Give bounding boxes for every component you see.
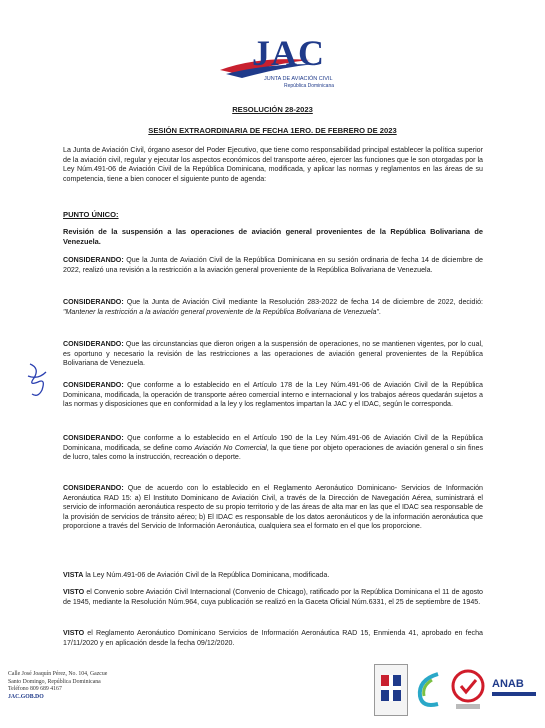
shield-icon xyxy=(375,665,407,715)
vista-1 xyxy=(63,571,483,581)
logo-text: JAC xyxy=(252,33,325,73)
considerando-text: Que conforme a lo establecido en el Artículo 178 de la Ley Núm.491-06 de Aviación Civil de la República Dominicana, modificada, la operación de transporte aéreo comercial interno e internacional y los trabajos aéreos quedarán sujetos a las normas y disposiciones que en conformidad a la ley y los reglamentos impartan la JAC y el IDAC, según le corresponda. xyxy=(63,381,483,409)
considerando-3 xyxy=(63,340,483,369)
considerando-tail: , la que tiene por objeto operaciones de aviación general o sin fines de lucro, tales como la instrucción, recreación o deporte. xyxy=(63,443,484,462)
considerando-quote: "Mantener la restricción a la aviación general proveniente de la República Bolivariana de Venezuela" xyxy=(63,307,379,316)
considerando-lead: CONSIDERANDO: xyxy=(63,484,124,492)
footer-address xyxy=(8,671,107,701)
coat-of-arms-seal xyxy=(374,664,408,716)
considerando-lead: CONSIDERANDO: xyxy=(63,298,124,306)
considerando-lead: CONSIDERANDO: xyxy=(63,256,124,264)
considerando-1 xyxy=(63,256,483,275)
punto-unico-heading: PUNTO ÚNICO: xyxy=(63,210,119,219)
handwritten-initials xyxy=(24,360,50,400)
logo-line2: República Dominicana xyxy=(284,83,335,89)
footer-line2: Santo Domingo, República Dominicana xyxy=(8,678,101,685)
logo-line1: JUNTA DE AVIACIÓN CIVIL xyxy=(264,76,333,82)
considerando-italic-term: Aviación No Comercial xyxy=(194,443,267,452)
considerando-text: Que la Junta de Aviación Civil mediante la Resolución 283-2022 de fecha 14 de diciembre de 2022, decidió: xyxy=(123,298,483,306)
wave-seal-icon xyxy=(412,666,442,712)
considerando-text: Que la Junta de Aviación Civil de la República Dominicana en su sesión ordinaria de fecha 14 de diciembre de 2022, realizó una revisión a la restricción a la aviación general proveniente de la República Bolivariana de Venezuela. xyxy=(63,256,483,274)
session-title: SESIÓN EXTRAORDINARIA DE FECHA 1ERO. DE FEBRERO DE 2023 xyxy=(148,126,397,135)
considerando-lead: CONSIDERANDO: xyxy=(63,381,124,389)
considerando-2 xyxy=(63,298,483,317)
visto-2 xyxy=(63,588,483,607)
footer-website: JAC.GOB.DO xyxy=(8,693,44,700)
visto-lead: VISTO xyxy=(63,629,85,637)
anab-label: ANAB xyxy=(492,678,524,690)
considerando-lead: CONSIDERANDO: xyxy=(63,340,124,348)
visto-lead: VISTO xyxy=(63,588,85,596)
resolution-title: RESOLUCIÓN 28-2023 xyxy=(232,105,313,114)
visto-text: el Reglamento Aeronáutico Dominicano Servicios de Información Aeronáutica RAD 15, Enmienda 41, aprobado en fecha 17/11/2020 y en aplicación desde la fecha 09/12/2020. xyxy=(63,629,483,647)
footer-line1: Calle José Joaquín Pérez, No. 104, Gazcue xyxy=(8,671,108,677)
considerando-text: Que de acuerdo con lo establecido en el Reglamento Aeronáutico Dominicano- Servicios de Información Aeronáutica RAD 15: a) El Instituto Dominicano de Aviación Civil, a través de la Dirección de Navegación Aérea, suministrará el servicio de información aeronáutica respecto de su propio territorio y de las áreas de alta mar en las que el IDAC sea responsable de la provisión de servicios de tránsito aéreo; b) El IDAC es responsable de los datos aeronáuticos y de la información aeronáutica que proporcione a través del Servicio de Información Aeronáutica, cualquiera sea el formato en el que los proporcione. xyxy=(63,484,483,531)
considerando-tail: . xyxy=(378,307,381,316)
vista-lead: VISTA xyxy=(63,571,84,579)
considerando-text: Que las circunstancias que dieron origen a la suspensión de operaciones, no se mantienen vigentes, por lo cual, es oportuno y necesario la revisión de las restricciones a las operaciones de aviación general provenientes de la República Bolivariana de Venezuela. xyxy=(63,340,483,368)
jac-logo xyxy=(218,30,358,100)
considerando-text: Que conforme a lo establecido en el Artículo 190 de la Ley Núm.491-06 de Aviación Civil de la República Dominicana, modificada, se define como xyxy=(63,434,483,452)
intro-paragraph: La Junta de Aviación Civil, órgano asesor del Poder Ejecutivo, que tiene como responsabilidad principal establecer la política superior de la aviación civil, regular y ejecutar los aspectos económicos del transporte aéreo, ejercer las funciones que le son otorgadas por la Ley Núm.491-06 de Aviación Civil de la República Dominicana, modificada, y aplicar las normas y reglamentos en las áreas de su competencia, tiene a bien conocer el siguiente punto de agenda: xyxy=(63,146,483,183)
considerando-6 xyxy=(63,484,483,532)
considerando-5 xyxy=(63,434,483,463)
visto-text: el Convenio sobre Aviación Civil Internacional (Convenio de Chicago), ratificado por la República Dominicana el 11 de agosto de 1945, mediante la Resolución Núm.964, cuya publicación se realizó en la Gaceta Oficial Núm.6331, el 25 de septiembre de 1945. xyxy=(63,588,483,606)
subject-paragraph: Revisión de la suspensión a las operaciones de aviación general provenientes de la República Bolivariana de Venezuela. xyxy=(63,227,483,246)
sgs-certification-icon xyxy=(448,666,488,712)
anab-bar xyxy=(492,692,536,696)
footer-line3: Teléfono 809 689 4167 xyxy=(8,686,62,693)
visto-3 xyxy=(63,629,483,648)
considerando-4 xyxy=(63,381,483,410)
vista-text: la Ley Núm.491-06 de Aviación Civil de la República Dominicana, modificada. xyxy=(83,571,330,579)
considerando-lead: CONSIDERANDO: xyxy=(63,434,124,442)
anab-seal xyxy=(492,678,540,702)
